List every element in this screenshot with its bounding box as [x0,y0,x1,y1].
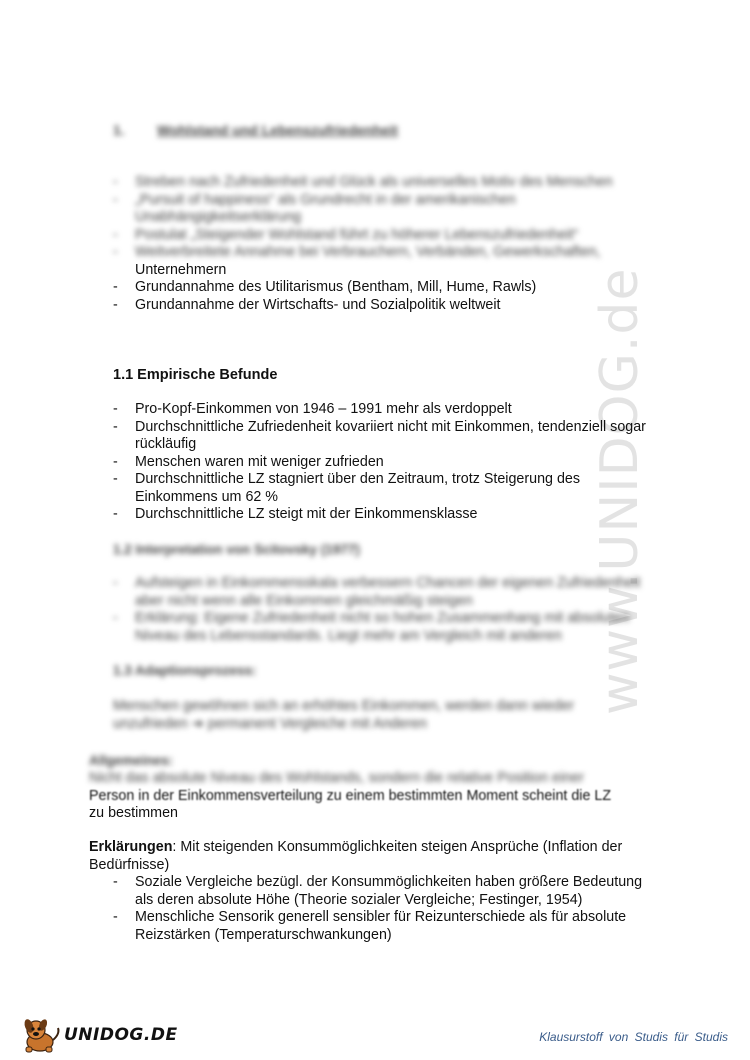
list-item: - Grundannahme der Wirtschafts- und Sozialpolitik weltweit [113,297,643,315]
section-1-1-list [113,401,648,524]
list-item: - Postulat „Steigender Wohlstand führt zu höherer Lebenszufriedenheit“ [113,227,643,245]
section-1-2-title: 1.2 Interpretation von Scitovsky (1977) [113,542,360,557]
list-item: - Streben nach Zufriedenheit und Glück als universelles Motiv des Menschen [113,174,643,192]
list-item: - Aufsteigen in Einkommensskala verbessern Chancen der eigenen Zufriedenheit aber nicht wenn alle Einkommen gleichmäßig steigen [113,575,658,610]
list-item: - Menschen waren mit weniger zufrieden [113,454,648,472]
list-item: - Grundannahme des Utilitarismus (Bentham, Mill, Hume, Rawls) [113,279,643,297]
logo-text: UNIDOG.DE [64,1025,178,1045]
list-item: - Durchschnittliche LZ steigt mit der Einkommensklasse [113,506,648,524]
section-1-1-title: 1.1 Empirische Befunde [113,367,278,383]
section-1-heading [113,122,398,138]
list-item-continuation: Unternehmern [135,261,227,278]
section-1-2-list [113,575,658,645]
list-item: - Menschliche Sensorik generell sensibler für Reizunterschiede als für absolute Reizstärken (Temperaturschwankungen) [113,909,658,944]
section-1-3-text: Menschen gewöhnen sich an erhöhtes Einkommen, werden dann wieder unzufrieden ➔ permanent Vergleiche mit Anderen [113,698,574,732]
section-1-title: Wohlstand und Lebenszufriedenheit [157,122,398,138]
list-item: - „Pursuit of happiness“ als Grundrecht in der amerikanischen Unabhängigkeitserklärung [113,192,643,227]
list-item: - Soziale Vergleiche bezügl. der Konsummöglichkeiten haben größere Bedeutung als deren absolute Höhe (Theorie sozialer Vergleiche; Festinger, 1954) [113,874,658,909]
list-item: - Weitverbreitete Annahme bei Verbrauchern, Verbänden, Gewerkschaften, [113,244,643,262]
section-1-list [113,174,643,314]
watermark-text: www.UNIDOG.de [590,267,650,715]
list-item: - Durchschnittliche Zufriedenheit kovariiert nicht mit Einkommen, tendenziell sogar rückläufig [113,419,648,454]
erklaerungen-label: Erklärungen [89,839,173,855]
section-1-blurred-list [113,174,643,262]
allgemeines-text-partial: Person in der Einkommensverteilung zu einem bestimmten Moment scheint die LZ [89,788,612,804]
allgemeines-title: Allgemeines: [89,753,174,768]
unidog-logo[interactable] [20,1016,178,1054]
list-item: - Pro-Kopf-Einkommen von 1946 – 1991 mehr als verdoppelt [113,401,648,419]
list-item: - Durchschnittliche LZ stagniert über den Zeitraum, trotz Steigerung des Einkommens um 62 % [113,471,648,506]
footer-tagline: Klausurstoff von Studis für Studis [539,1030,728,1044]
allgemeines-text-blurred: Nicht das absolute Niveau des Wohlstands, sondern die relative Position einer [89,770,584,786]
list-item: - Erklärung: Eigene Zufriedenheit nicht so hohen Zusammenhang mit absoluten Niveau des Lebensstandards. Liegt mehr am Vergleich mit anderen [113,610,658,645]
section-1-3-title: 1.3 Adaptionsprozess: [113,663,257,678]
allgemeines-text-clear: zu bestimmen [89,805,178,821]
erklaerungen-list [113,874,658,944]
section-1-clear-list [113,279,643,314]
dog-mascot-icon [20,1016,62,1054]
erklaerungen-text: : Mit steigenden Konsummöglichkeiten steigen Ansprüche (Inflation der Bedürfnisse) [89,839,623,873]
section-1-number: 1. [113,122,125,138]
erklaerungen-paragraph [89,839,669,874]
